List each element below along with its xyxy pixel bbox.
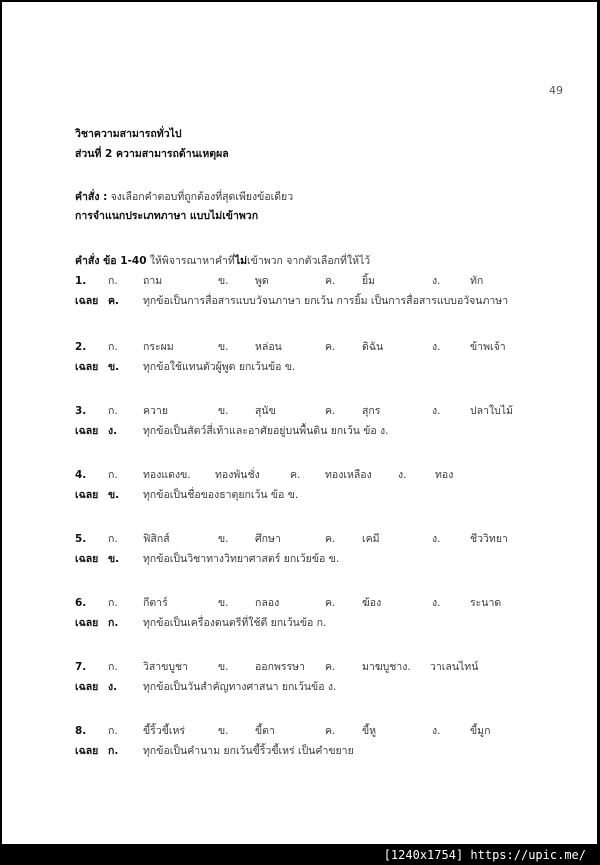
option-b-label: ข. <box>218 341 229 353</box>
option-a-text: ถาม <box>143 275 163 287</box>
topic-heading: การจำแนกประเภทภาษา แบบไม่เข้าพวก <box>75 210 259 222</box>
option-a-text: ทองแดงข. <box>143 469 191 481</box>
answer-choice: ก. <box>108 745 119 757</box>
option-c-label: ค. <box>325 341 336 353</box>
instruction-label: คำสั่ง : <box>75 191 108 203</box>
option-a-label: ก. <box>108 725 118 737</box>
option-c-text: ขี้หู <box>362 725 377 737</box>
answer-explanation: ทุกข้อเป็นเครื่องดนตรีที่ใช้ตี ยกเว้นข้อ ก. <box>143 617 327 629</box>
option-d-text: ทอง <box>435 469 454 481</box>
image-footer: [1240x1754] https://upic.me/ <box>0 845 600 865</box>
option-d-label: ง. <box>398 469 407 481</box>
option-b-text: ทองพันชั่ง <box>215 469 260 481</box>
option-c-text: เคมี <box>362 533 380 545</box>
option-d-text: ระนาด <box>470 597 502 609</box>
option-b-text: หล่อน <box>255 341 282 353</box>
question-number: 5. <box>75 533 87 545</box>
option-c-label: ค. <box>325 597 336 609</box>
option-a-text: กีตาร์ <box>143 597 168 609</box>
answer-label: เฉลย <box>75 681 99 693</box>
directive-line <box>75 254 370 268</box>
option-c-text: ฆ้อง <box>362 597 382 609</box>
option-a-label: ก. <box>108 341 118 353</box>
option-a-label: ก. <box>108 405 118 417</box>
option-d-label: ง. <box>432 275 441 287</box>
answer-label: เฉลย <box>75 617 99 629</box>
answer-explanation: ทุกข้อเป็นสัตว์สี่เท้าและอาศัยอยู่บนพื้นดิน ยกเว้น ข้อ ง. <box>143 425 389 437</box>
option-c-label: ค. <box>325 725 336 737</box>
option-d-label: ง. <box>432 725 441 737</box>
option-c-text: ทองเหลือง <box>325 469 372 481</box>
question-number: 4. <box>75 469 87 481</box>
question-number: 7. <box>75 661 87 673</box>
answer-label: เฉลย <box>75 361 99 373</box>
directive-label: คำสั่ง ข้อ 1-40 <box>75 255 147 267</box>
option-b-label: ข. <box>218 533 229 545</box>
option-c-text: ยิ้ม <box>362 275 376 287</box>
option-d-label: ง. <box>432 341 441 353</box>
option-c-text: มาฆบูชาง. <box>362 661 411 673</box>
option-b-text: ศึกษา <box>255 533 281 545</box>
option-a-label: ก. <box>108 275 118 287</box>
option-c-label: ค. <box>325 533 336 545</box>
answer-label: เฉลย <box>75 425 99 437</box>
answer-explanation: ทุกข้อใช้แทนตัวผู้พูด ยกเว้นข้อ ข. <box>143 361 296 373</box>
section-title: ส่วนที่ 2 ความสามารถด้านเหตุผล <box>75 148 229 160</box>
option-b-label: ข. <box>218 405 229 417</box>
option-b-label: ข. <box>218 725 229 737</box>
directive-emphasis: ไม่ <box>234 255 248 267</box>
option-d-label: ง. <box>432 533 441 545</box>
answer-choice: ข. <box>108 489 120 501</box>
answer-choice: ง. <box>108 425 118 437</box>
instruction-line <box>75 190 293 204</box>
directive-text-after: เข้าพวก จากตัวเลือกที่ให้ไว้ <box>247 255 371 267</box>
option-d-text: ขี้มูก <box>470 725 491 737</box>
answer-choice: ข. <box>108 361 120 373</box>
option-c-text: ดิฉัน <box>362 341 384 353</box>
answer-explanation: ทุกข้อเป็นวันสำคัญทางศาสนา ยกเว้นข้อ ง. <box>143 681 337 693</box>
answer-explanation: ทุกข้อเป็นการสื่อสารแบบวัจนภาษา ยกเว้น การยิ้ม เป็นการสื่อสารแบบอวัจนภาษา <box>143 295 509 307</box>
option-b-text: ออกพรรษา <box>255 661 305 673</box>
answer-explanation: ทุกข้อเป็นชื่อของธาตุยกเว้น ข้อ ข. <box>143 489 299 501</box>
option-c-text: สุกร <box>362 405 381 417</box>
option-a-label: ก. <box>108 597 118 609</box>
option-a-text: กระผม <box>143 341 174 353</box>
option-d-text: วาเลนไทน์ <box>430 661 479 673</box>
option-c-label: ค. <box>325 275 336 287</box>
option-c-label: ค. <box>290 469 301 481</box>
page-number: 49 <box>549 84 563 97</box>
answer-choice: ข. <box>108 553 120 565</box>
option-b-label: ข. <box>218 661 229 673</box>
option-d-text: ทัก <box>470 275 484 287</box>
option-a-label: ก. <box>108 661 118 673</box>
answer-label: เฉลย <box>75 295 99 307</box>
option-b-text: กลอง <box>255 597 280 609</box>
question-number: 8. <box>75 725 87 737</box>
instruction-text: จงเลือกคำตอบที่ถูกต้องที่สุดเพียงข้อเดียว <box>110 191 294 203</box>
answer-explanation: ทุกข้อเป็นวิชาทางวิทยาศาสตร์ ยกเว้ยข้อ ข. <box>143 553 340 565</box>
option-a-text: ควาย <box>143 405 168 417</box>
answer-choice: ก. <box>108 617 119 629</box>
option-a-label: ก. <box>108 533 118 545</box>
answer-label: เฉลย <box>75 745 99 757</box>
option-a-label: ก. <box>108 469 118 481</box>
question-number: 2. <box>75 341 87 353</box>
option-d-text: ปลาใบไม้ <box>470 405 513 417</box>
question-number: 6. <box>75 597 87 609</box>
option-b-text: พูด <box>255 275 269 287</box>
answer-label: เฉลย <box>75 489 99 501</box>
directive-text-before: ให้พิจารณาหาคำที่ <box>149 255 235 267</box>
option-b-text: สุนัข <box>255 405 276 417</box>
option-a-text: ฟิสิกส์ <box>143 533 170 545</box>
option-a-text: ขี้ริ้วขี้เหร่ <box>143 725 186 737</box>
answer-choice: ง. <box>108 681 118 693</box>
option-c-label: ค. <box>325 661 336 673</box>
option-d-label: ง. <box>432 597 441 609</box>
option-d-text: ชีววิทยา <box>470 533 508 545</box>
answer-label: เฉลย <box>75 553 99 565</box>
document-page <box>2 2 597 844</box>
question-number: 1. <box>75 275 87 287</box>
option-a-text: วิสาขบูชา <box>143 661 189 673</box>
option-d-label: ง. <box>432 405 441 417</box>
option-b-label: ข. <box>218 275 229 287</box>
option-b-label: ข. <box>218 597 229 609</box>
option-b-text: ขี้ตา <box>255 725 275 737</box>
question-number: 3. <box>75 405 87 417</box>
option-d-text: ข้าพเจ้า <box>470 341 506 353</box>
answer-choice: ค. <box>108 295 120 307</box>
option-c-label: ค. <box>325 405 336 417</box>
answer-explanation: ทุกข้อเป็นคำนาม ยกเว้นขี้ริ้วขี้เหร่ เป็นคำขยาย <box>143 745 354 757</box>
subject-title: วิชาความสามารถทั่วไป <box>75 128 182 140</box>
